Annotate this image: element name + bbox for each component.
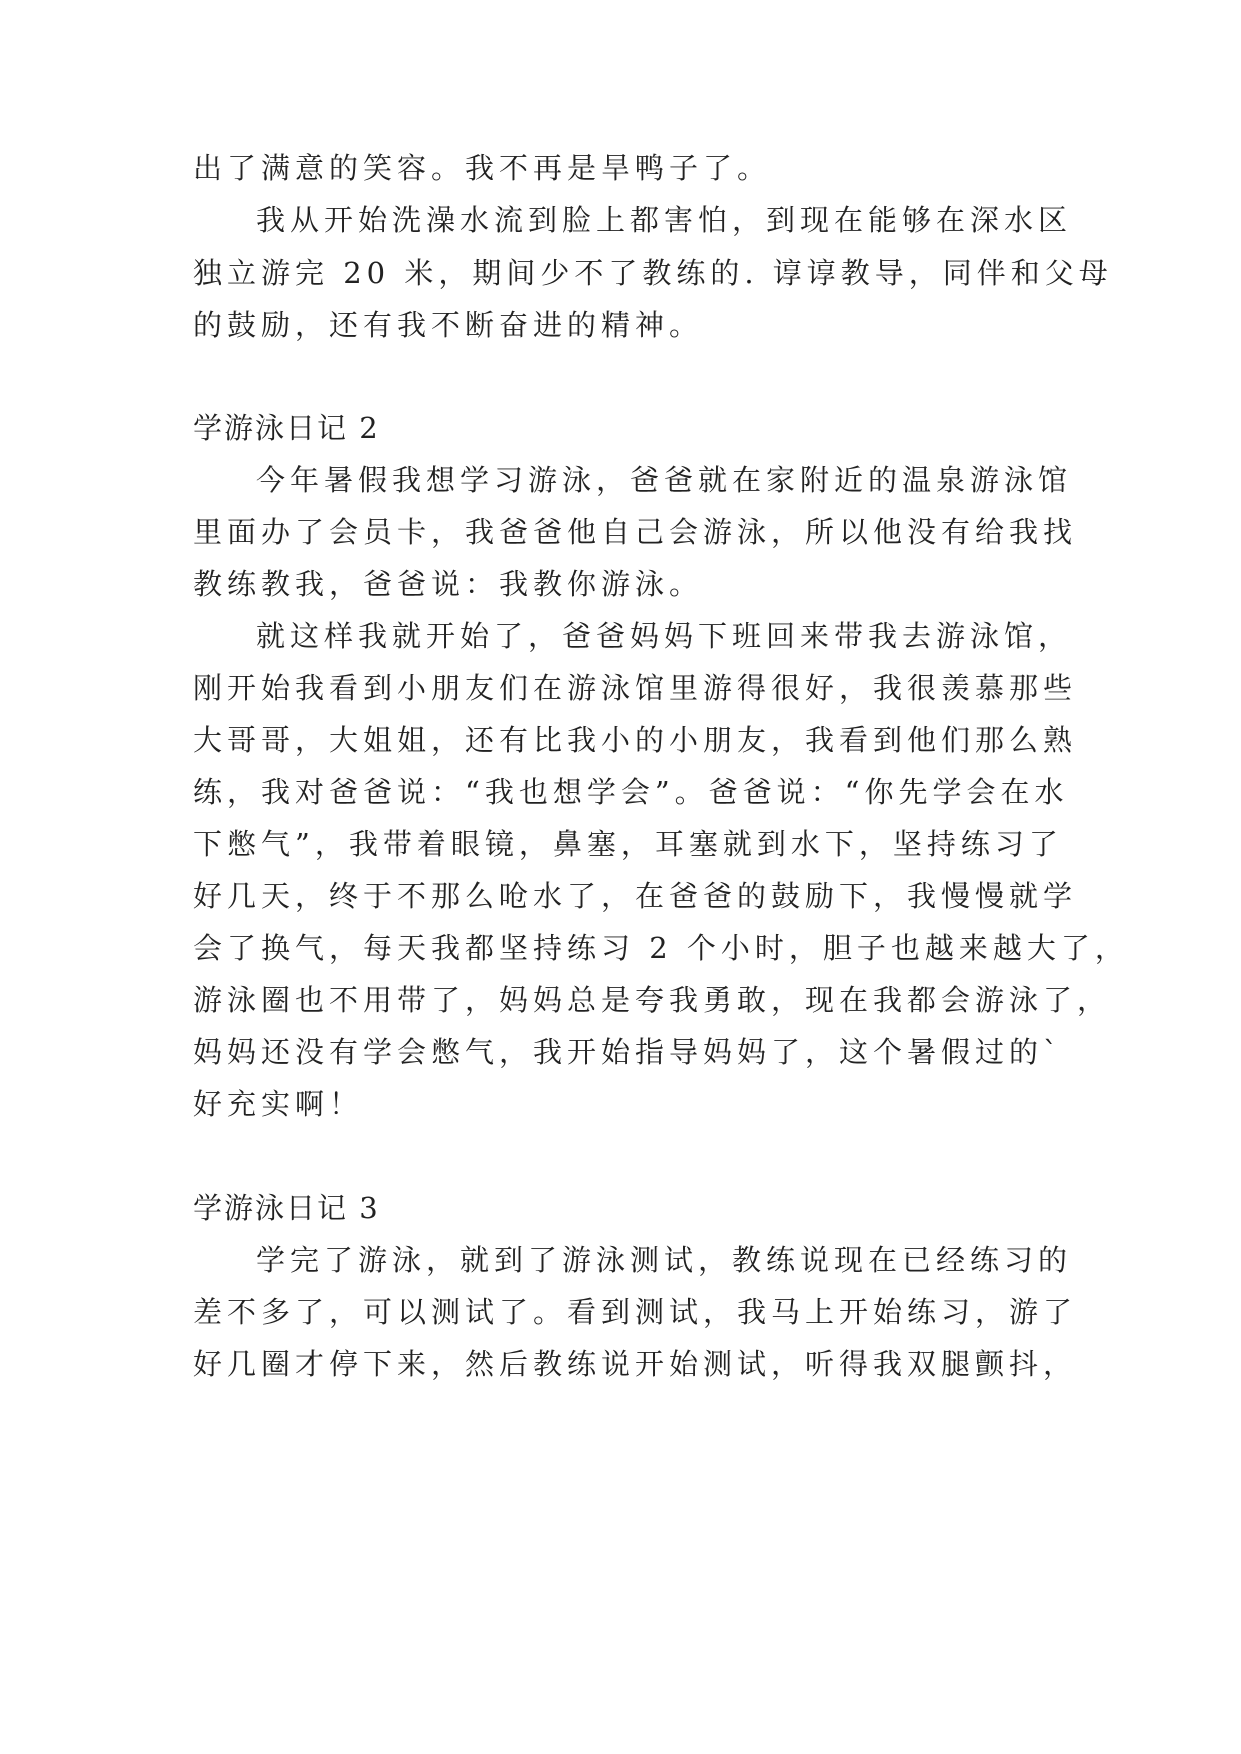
section-heading: 学游泳日记 2 — [193, 411, 380, 445]
paragraph-line: 的鼓励，还有我不断奋进的精神。 — [193, 308, 704, 342]
paragraph-line: 里面办了会员卡，我爸爸他自己会游泳，所以他没有给我找 — [193, 515, 1078, 549]
paragraph-line: 好几天，终于不那么呛水了，在爸爸的鼓励下，我慢慢就学 — [193, 879, 1078, 913]
paragraph-line: 会了换气，每天我都坚持练习 2 个小时，胆子也越来越大了， — [193, 931, 1129, 965]
paragraph-line: 教练教我，爸爸说：我教你游泳。 — [193, 567, 704, 601]
paragraph-line: 刚开始我看到小朋友们在游泳馆里游得很好，我很羡慕那些 — [193, 671, 1078, 705]
paragraph-line: 妈妈还没有学会憋气，我开始指导妈妈了，这个暑假过的` — [193, 1035, 1063, 1069]
paragraph-line: 我从开始洗澡水流到脸上都害怕，到现在能够在深水区 — [256, 203, 1073, 237]
paragraph-line: 下憋气”，我带着眼镜，鼻塞，耳塞就到水下，坚持练习了 — [193, 827, 1063, 861]
paragraph-line: 今年暑假我想学习游泳，爸爸就在家附近的温泉游泳馆 — [256, 463, 1073, 497]
paragraph-line: 好充实啊！ — [193, 1087, 364, 1121]
paragraph-line: 差不多了，可以测试了。看到测试，我马上开始练习，游了 — [193, 1295, 1078, 1329]
paragraph-line: 游泳圈也不用带了，妈妈总是夸我勇敢，现在我都会游泳了， — [193, 983, 1112, 1017]
paragraph-line: 独立游完 20 米，期间少不了教练的. 谆谆教导，同伴和父母 — [193, 256, 1113, 290]
paragraph-line: 学完了游泳，就到了游泳测试，教练说现在已经练习的 — [256, 1243, 1073, 1277]
section-heading: 学游泳日记 3 — [193, 1191, 380, 1225]
paragraph-line: 练，我对爸爸说：“我也想学会”。爸爸说：“你先学会在水 — [193, 775, 1069, 809]
paragraph-line: 好几圈才停下来，然后教练说开始测试，听得我双腿颤抖， — [193, 1347, 1078, 1381]
paragraph-line: 出了满意的笑容。我不再是旱鸭子了。 — [193, 151, 772, 185]
paragraph-line: 就这样我就开始了，爸爸妈妈下班回来带我去游泳馆， — [256, 619, 1073, 653]
paragraph-line: 大哥哥，大姐姐，还有比我小的小朋友，我看到他们那么熟 — [193, 723, 1078, 757]
